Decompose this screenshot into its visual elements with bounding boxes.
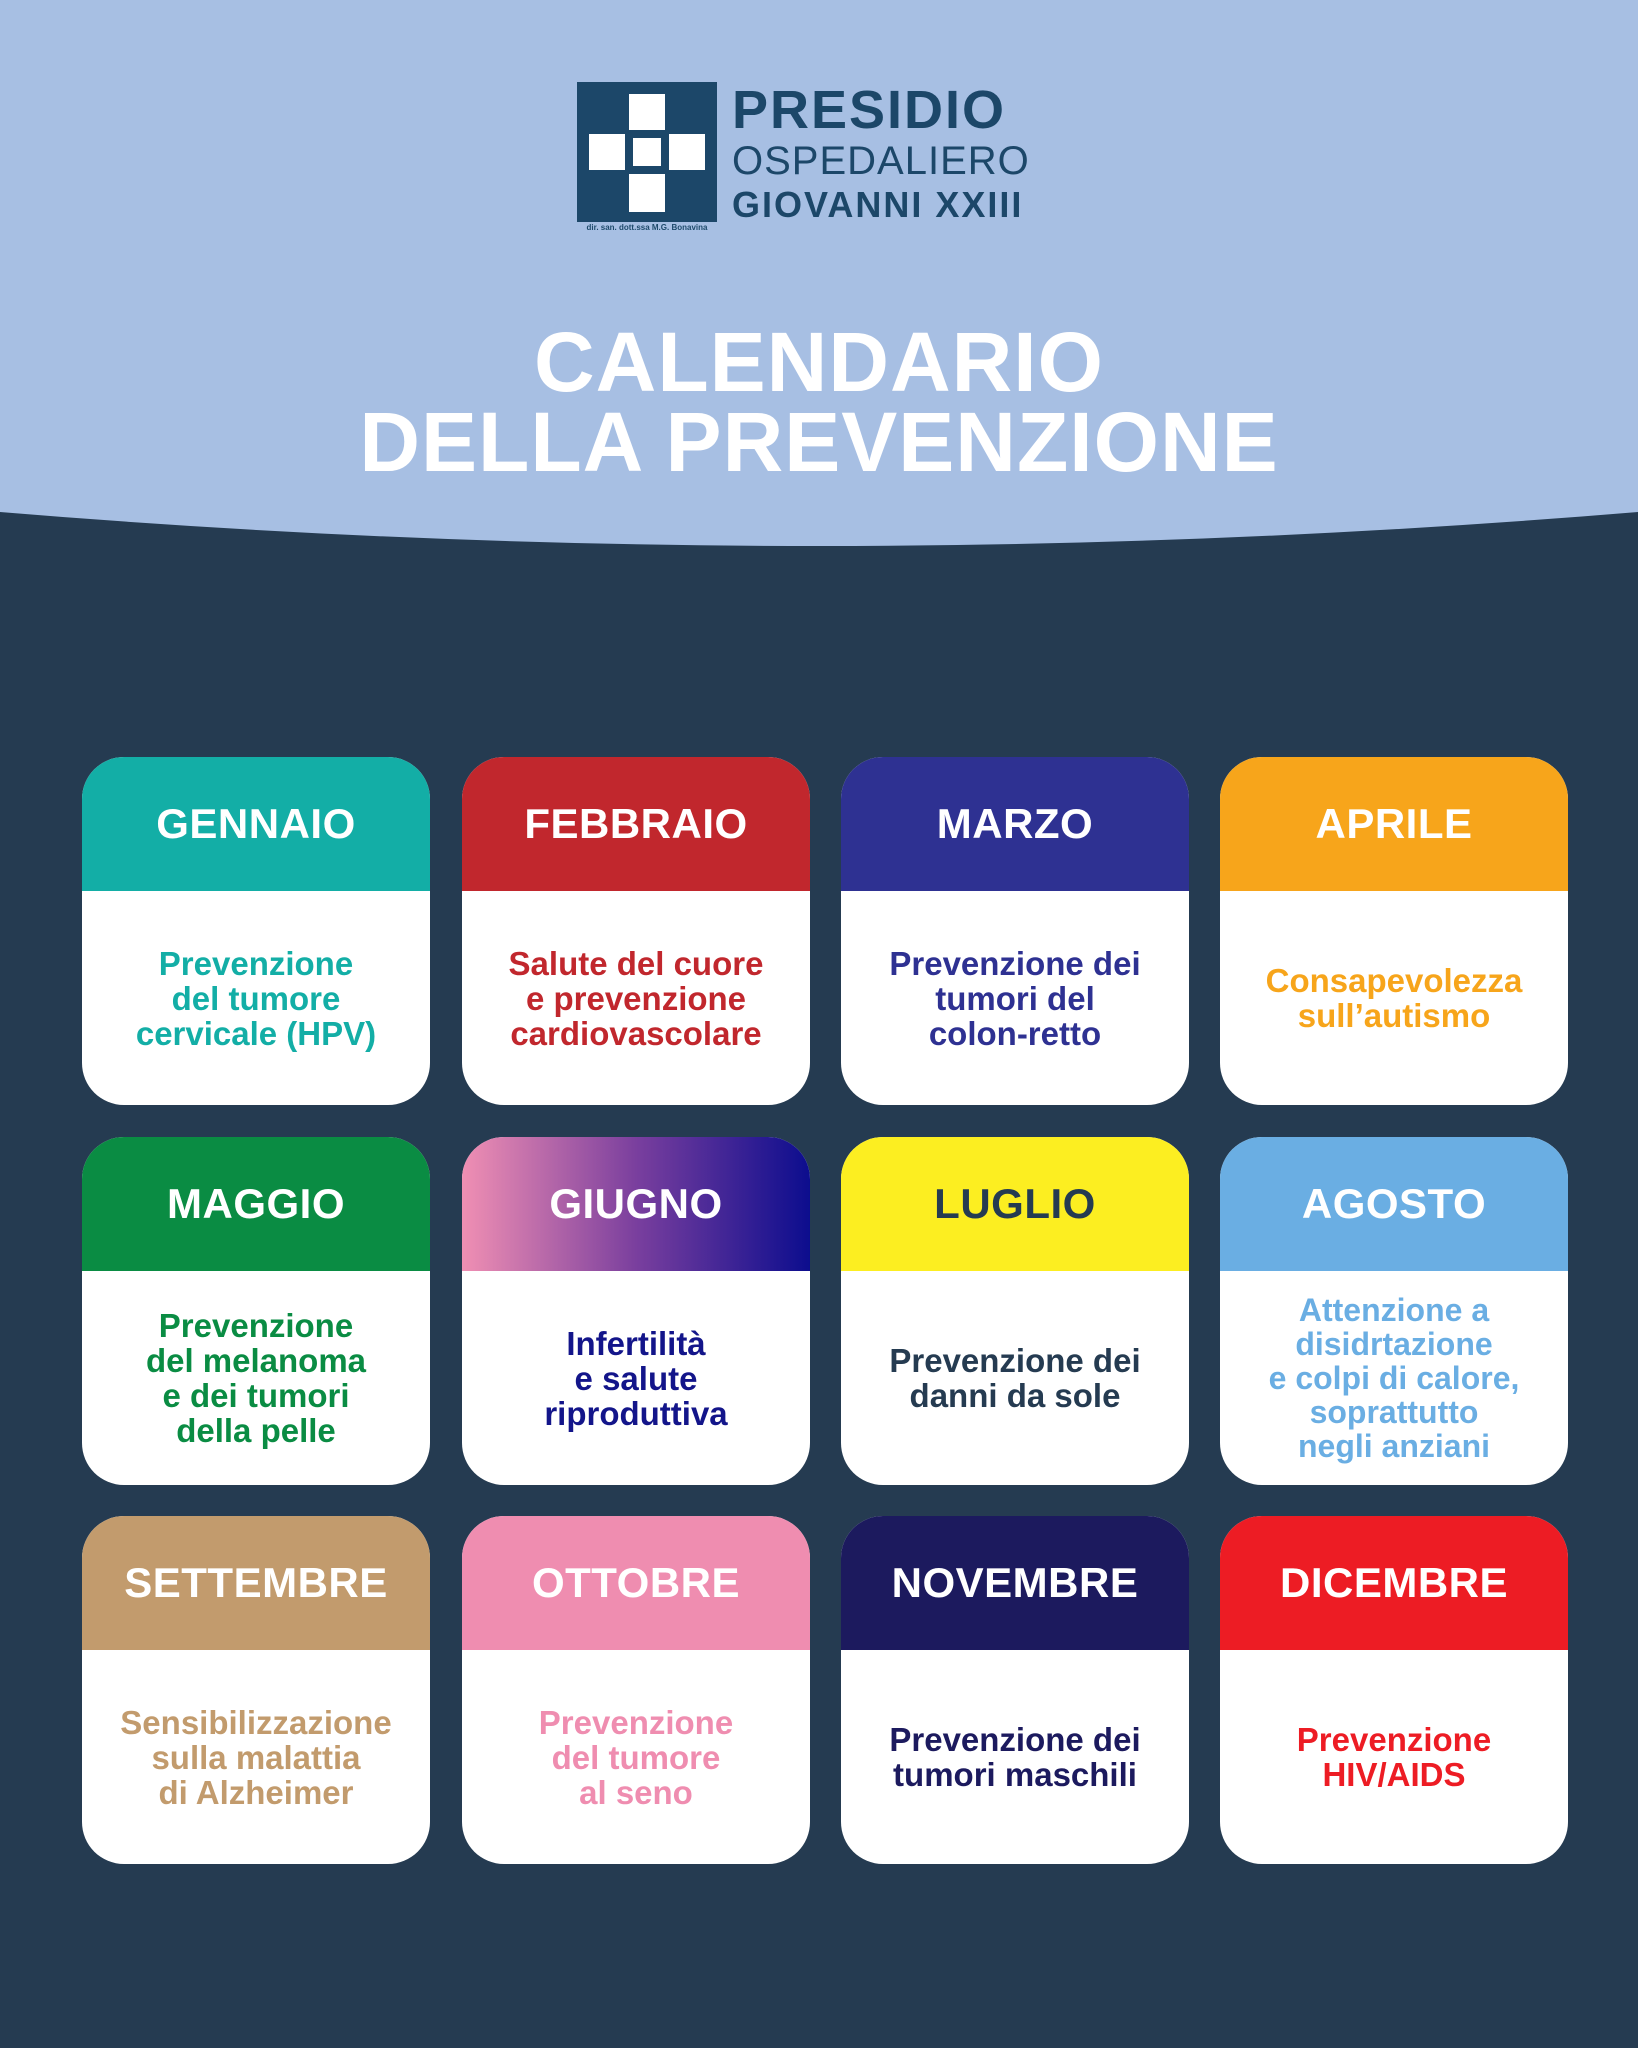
month-topic: Sensibilizzazione sulla malattia di Alzheimer	[120, 1703, 392, 1811]
month-name: MAGGIO	[82, 1137, 430, 1271]
month-card-gennaio	[82, 757, 430, 1105]
hospital-logo	[577, 80, 1047, 240]
month-card-aprile	[1220, 757, 1568, 1105]
month-name: DICEMBRE	[1220, 1516, 1568, 1650]
logo-line-presidio: PRESIDIO	[732, 80, 1007, 140]
month-name: AGOSTO	[1220, 1137, 1568, 1271]
month-topic: Prevenzione dei danni da sole	[889, 1342, 1141, 1414]
month-name: OTTOBRE	[462, 1516, 810, 1650]
month-card-marzo	[841, 757, 1189, 1105]
month-card-settembre	[82, 1516, 430, 1864]
month-topic: Attenzione a disidrtazione e colpi di calore, soprattutto negli anziani	[1268, 1292, 1520, 1464]
logo-line-ospedaliero: OSPEDALIERO	[732, 139, 1030, 183]
logo-caption: dir. san. dott.ssa M.G. Bonavina	[586, 223, 708, 232]
month-name: GENNAIO	[82, 757, 430, 891]
page-title: CALENDARIO DELLA PREVENZIONE	[359, 315, 1279, 489]
month-name: FEBBRAIO	[462, 757, 810, 891]
month-topic: Prevenzione del melanoma e dei tumori della pelle	[145, 1307, 367, 1449]
month-name: SETTEMBRE	[82, 1516, 430, 1650]
month-card-novembre	[841, 1516, 1189, 1864]
month-topic: Prevenzione del tumore al seno	[538, 1703, 734, 1811]
month-card-ottobre	[462, 1516, 810, 1864]
month-name: APRILE	[1220, 757, 1568, 891]
month-card-febbraio	[462, 757, 810, 1105]
month-card-luglio	[841, 1137, 1189, 1485]
month-topic: Prevenzione del tumore cervicale (HPV)	[135, 944, 377, 1052]
medical-cross-icon	[577, 82, 717, 222]
month-topic: Infertilità e salute riproduttiva	[544, 1324, 728, 1432]
logo-text	[732, 80, 1030, 228]
month-topic: Prevenzione dei tumori maschili	[889, 1721, 1141, 1793]
month-grid	[82, 757, 1568, 1865]
month-topic: Prevenzione dei tumori del colon-retto	[889, 944, 1141, 1052]
month-card-maggio	[82, 1137, 430, 1485]
month-topic: Salute del cuore e prevenzione cardiovascolare	[508, 944, 764, 1052]
month-topic: Consapevolezza sull’autismo	[1265, 962, 1523, 1034]
month-name: LUGLIO	[841, 1137, 1189, 1271]
month-card-dicembre	[1220, 1516, 1568, 1864]
month-topic: Prevenzione HIV/AIDS	[1296, 1721, 1492, 1793]
month-card-giugno	[462, 1137, 810, 1485]
logo-line-giovanni: GIOVANNI XXIII	[732, 184, 1024, 225]
month-card-agosto	[1220, 1137, 1568, 1485]
month-name: GIUGNO	[462, 1137, 810, 1271]
month-name: NOVEMBRE	[841, 1516, 1189, 1650]
month-name: MARZO	[841, 757, 1189, 891]
